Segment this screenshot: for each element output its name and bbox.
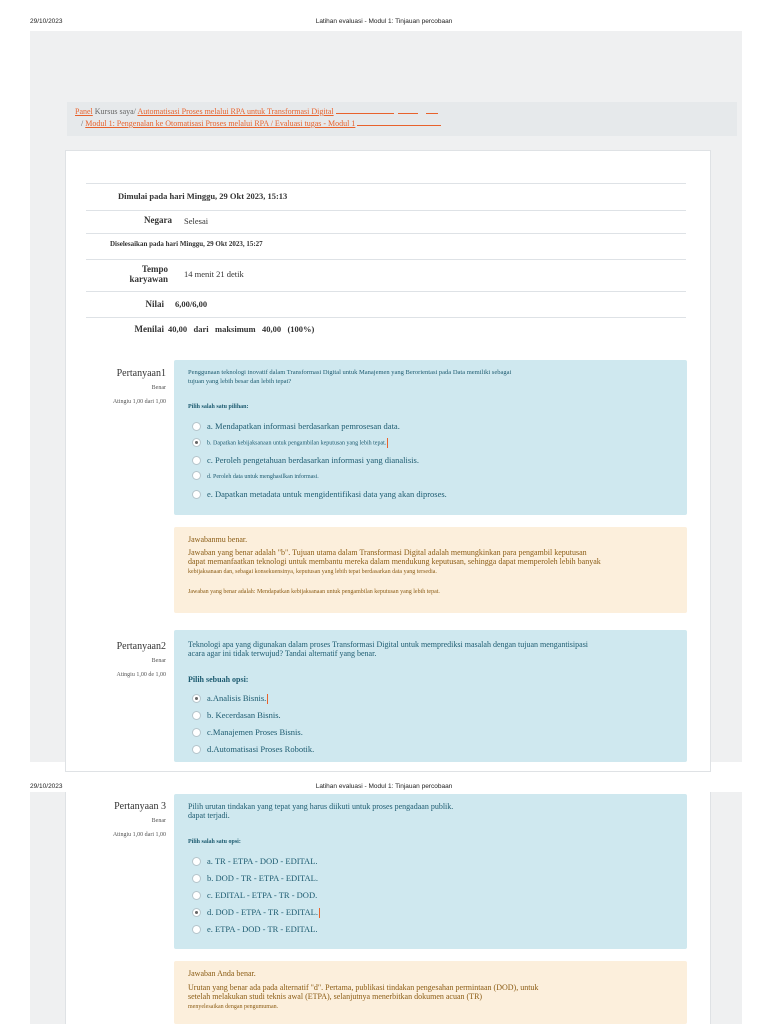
text-cursor <box>387 438 388 448</box>
answer-option-c[interactable] <box>192 890 317 902</box>
answer-option-b[interactable] <box>192 873 318 885</box>
question-info-3 <box>86 801 166 838</box>
breadcrumb-panel-link[interactable]: Panel <box>75 107 93 116</box>
breadcrumb-course-link[interactable]: Automatisasi Proses melalui RPA untuk Transformasi Digital <box>137 107 334 116</box>
answer-option-b[interactable] <box>192 438 388 450</box>
feedback-text <box>188 548 668 576</box>
question-state: Benar <box>151 658 166 664</box>
completed-label: Diselesaikan pada hari Minggu, 29 Okt 2023, 15:27 <box>110 240 263 248</box>
question-formulation-2 <box>174 630 687 762</box>
radio-button[interactable] <box>192 471 201 480</box>
option-label: b. Kecerdasan Bisnis. <box>207 710 281 720</box>
question-text-line: dapat terjadi. <box>188 811 230 820</box>
breadcrumb-divider <box>398 113 418 114</box>
option-label: a. TR - ETPA - DOD - EDITAL. <box>207 856 318 866</box>
feedback-line: setelah melakukan studi teknis awal (ETPA), selanjutnya menerbitkan dokumen acuan (TR) <box>188 992 483 1001</box>
summary-row-completed <box>86 233 686 260</box>
time-value: 14 menit 21 detik <box>184 269 244 279</box>
option-label: c. Peroleh pengetahuan berdasarkan informasi yang dianalisis. <box>207 455 419 465</box>
question-text-line: tujuan yang lebih besar dan lebih tepat? <box>188 378 292 385</box>
answer-option-a[interactable] <box>192 693 268 705</box>
started-label: Dimulai pada hari Minggu, 29 Okt 2023, 15:13 <box>118 191 288 201</box>
time-label-line-2: karyawan <box>129 274 168 284</box>
breadcrumb-kursus: Kursus <box>94 107 118 116</box>
feedback-line: menyelesaikan dengan pengumuman. <box>188 1004 279 1010</box>
print-header-page-1 <box>0 14 768 28</box>
question-formulation-1 <box>174 360 687 515</box>
feedback-title: Jawaban Anda benar. <box>188 969 256 978</box>
summary-row-time <box>86 259 686 292</box>
marks-label: Nilai <box>145 299 164 309</box>
question-state: Benar <box>151 385 166 391</box>
breadcrumb <box>67 102 737 136</box>
summary-row-grade <box>86 317 686 344</box>
breadcrumb-saya: saya/ <box>119 107 136 116</box>
question-grade: Atingiu 1,00 dari 1,00 <box>112 399 166 405</box>
option-label: a.Analisis Bisnis. <box>207 693 267 703</box>
answer-option-a[interactable] <box>192 856 318 868</box>
option-label: d. DOD - ETPA - TR - EDITAL. <box>207 907 318 917</box>
print-date: 29/10/2023 <box>30 18 63 25</box>
breadcrumb-divider <box>426 113 438 114</box>
text-cursor <box>267 694 268 704</box>
feedback-line: Jawaban yang benar adalah "b". Tujuan utama dalam Transformasi Digital adalah memungkinkan para pengambil keputusan <box>188 548 587 557</box>
radio-button-selected[interactable] <box>192 908 201 917</box>
summary-row-started <box>86 183 686 211</box>
feedback-line: Urutan yang benar ada pada alternatif "d". Pertama, publikasi tindakan pengesahan permintaan (DOD), untuk <box>188 983 539 992</box>
question-text-line: Penggunaan teknologi inovatif dalam Transformasi Digital untuk Manajemen yang Berorientasi pada Data memiliki sebagai <box>188 369 512 376</box>
answer-prompt: Pilih salah satu pilihan: <box>188 404 249 410</box>
summary-row-marks <box>86 291 686 318</box>
answer-prompt: Pilih salah satu opsi: <box>188 839 241 845</box>
question-text <box>188 368 658 386</box>
answer-option-e[interactable] <box>192 489 447 501</box>
radio-button[interactable] <box>192 490 201 499</box>
question-feedback-1 <box>174 527 687 613</box>
feedback-line: dapat memanfaatkan teknologi untuk membantu mereka dalam mendukung keputusan, sehingga dapat memperoleh lebih banyak <box>188 557 601 566</box>
answer-option-d[interactable] <box>192 472 319 484</box>
right-answer: Jawaban yang benar adalah: Mendapatkan kebijaksanaan untuk pengambilan keputusan yang lebih tepat. <box>188 589 440 595</box>
question-formulation-3 <box>174 794 687 949</box>
radio-button[interactable] <box>192 422 201 431</box>
marks-value: 6,00/6,00 <box>175 299 208 309</box>
question-text-line: Teknologi apa yang digunakan dalam proses Transformasi Digital untuk memprediksi masalah dengan tujuan mengantisipasi <box>188 640 589 649</box>
state-label: Negara <box>144 215 172 225</box>
radio-button[interactable] <box>192 857 201 866</box>
option-label: a. Mendapatkan informasi berdasarkan pemrosesan data. <box>207 421 400 431</box>
option-label: e. Dapatkan metadata untuk mengidentifikasi data yang akan diproses. <box>207 489 447 499</box>
radio-button[interactable] <box>192 728 201 737</box>
feedback-text <box>188 983 668 1011</box>
question-text <box>188 802 658 820</box>
answer-option-c[interactable] <box>192 455 419 467</box>
time-label <box>86 264 168 284</box>
time-label-line-1: Tempo <box>141 264 168 274</box>
answer-option-e[interactable] <box>192 924 318 936</box>
radio-button[interactable] <box>192 891 201 900</box>
grade-value: 40,00 dari maksimum 40,00 (100%) <box>168 324 315 334</box>
print-header-page-2 <box>0 779 768 793</box>
question-info-1 <box>86 368 166 405</box>
grade-label: Menilai <box>134 324 164 334</box>
option-label: d.Automatisasi Proses Robotik. <box>207 744 315 754</box>
answer-option-b[interactable] <box>192 710 281 722</box>
radio-button[interactable] <box>192 456 201 465</box>
answer-option-d[interactable] <box>192 744 314 756</box>
option-label: d. Peroleh data untuk menghasilkan informasi. <box>207 473 319 480</box>
radio-button[interactable] <box>192 925 201 934</box>
question-state: Benar <box>151 818 166 824</box>
question-number: Pertanyaan1 <box>116 368 166 379</box>
breadcrumb-separator: / <box>81 119 84 128</box>
option-label: b. Dapatkan kebijaksanaan untuk pengambilan keputusan yang lebih tepat. <box>207 440 387 447</box>
print-date: 29/10/2023 <box>30 783 63 790</box>
question-number: Pertanyaan2 <box>116 641 166 652</box>
summary-row-state <box>86 210 686 234</box>
question-info-2 <box>86 641 166 678</box>
state-value: Selesai <box>184 216 209 226</box>
answer-prompt: Pilih sebuah opsi: <box>188 675 249 684</box>
question-grade: Atingiu 1,00 de 1,00 <box>116 672 166 678</box>
radio-button[interactable] <box>192 745 201 754</box>
answer-option-d[interactable] <box>192 907 320 919</box>
answer-option-c[interactable] <box>192 727 303 739</box>
answer-option-a[interactable] <box>192 421 400 433</box>
print-title: Latihan evaluasi - Modul 1: Tinjauan percobaan <box>315 783 453 790</box>
breadcrumb-divider <box>357 125 441 126</box>
question-number: Pertanyaan 3 <box>114 801 166 812</box>
radio-button[interactable] <box>192 874 201 883</box>
option-label: c. EDITAL - ETPA - TR - DOD. <box>207 890 318 900</box>
feedback-line: kebijaksanaan dan, sebagai konsekuensinya, keputusan yang lebih tepat berdasarkan data yang tersedia. <box>188 569 437 575</box>
feedback-title: Jawabanmu benar. <box>188 535 248 544</box>
option-label: b. DOD - TR - ETPA - EDITAL. <box>207 873 318 883</box>
radio-button-selected[interactable] <box>192 438 201 447</box>
breadcrumb-module-link[interactable]: Modul 1: Pengenalan ke Otomatisasi Proses melalui RPA / Evaluasi tugas - Modul 1 <box>85 119 356 128</box>
option-label: c.Manajemen Proses Bisnis. <box>207 727 303 737</box>
question-text <box>188 640 658 658</box>
text-cursor <box>319 908 320 918</box>
question-feedback-3 <box>174 961 687 1024</box>
breadcrumb-divider <box>336 113 394 114</box>
radio-button-selected[interactable] <box>192 694 201 703</box>
print-title: Latihan evaluasi - Modul 1: Tinjauan percobaan <box>315 18 453 25</box>
question-text-line: acara agar ini tidak terwujud? Tandai alternatif yang benar. <box>188 649 377 658</box>
option-label: e. ETPA - DOD - TR - EDITAL. <box>207 924 318 934</box>
question-text-line: Pilih urutan tindakan yang tepat yang harus diikuti untuk proses pengadaan publik. <box>188 802 454 811</box>
radio-button[interactable] <box>192 711 201 720</box>
question-grade: Atingiu 1,00 dari 1,00 <box>112 832 166 838</box>
